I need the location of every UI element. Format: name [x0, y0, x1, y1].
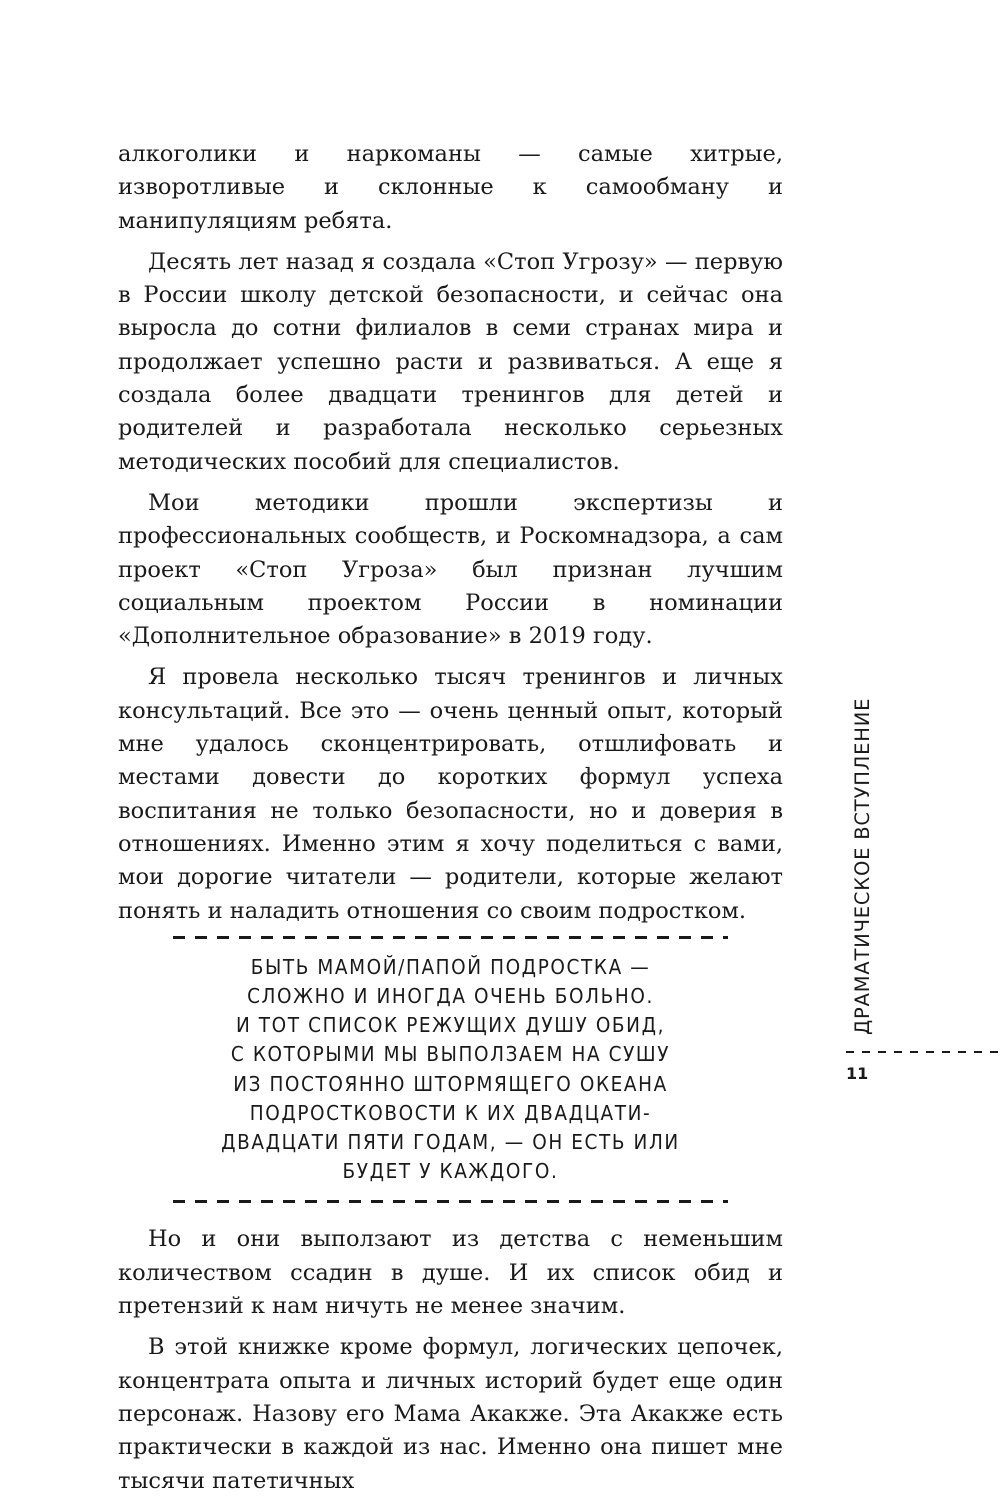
paragraph-2: Десять лет назад я создала «Стоп Угрозу» — первую в России школу детской безопасности, и сейчас она выросла до сотни филиалов в семи странах мира и продолжает успешно расти и развиваться. А еще я создала более двадцати тренингов для детей и родителей и разработала несколько серьезных методических пособий для специалистов.	[118, 248, 783, 475]
paragraph-4: Я провела несколько тысяч тренингов и личных консультаций. Все это — очень ценный опыт, который мне удалось сконцентрировать, отшлифовать и местами довести до коротких формул успеха воспитания не только безопасности, но и доверия в отношениях. Именно этим я хочу поделиться с вами, мои дорогие читатели — родители, которые желают понять и наладить отношения со своим подростком.	[118, 664, 783, 924]
quote-top-divider	[173, 936, 728, 939]
quote-bottom-divider	[173, 1200, 728, 1203]
pull-quote	[118, 936, 783, 1204]
paragraph-1: алкоголики и наркоманы — самые хитрые, изворотливые и склонные к самообману и манипуляциям ребята.	[118, 141, 783, 234]
paragraph-5: Но и они выползают из детства с неменьшим количеством ссадин в душе. И их список обид и претензий к нам ничуть не менее значим.	[118, 1226, 783, 1320]
paragraph-3: Мои методики прошли экспертизы и профессиональных сообществ, и Роскомнадзора, а сам проект «Стоп Угроза» был признан лучшим социальным проектом России в номинации «Дополнительное образование» в 2019 году.	[118, 489, 783, 650]
chapter-side-title-text: ДРАМАТИЧЕСКОЕ ВСТУПЛЕНИЕ	[851, 697, 874, 1035]
page-body	[118, 138, 783, 1506]
chapter-side-title	[845, 665, 880, 1035]
paragraph-6: В этой книжке кроме формул, логических цепочек, концентрата опыта и личных историй будет еще один персонаж. Назову его Мама Акакже. Эта Акакже есть практически в каждой из нас. Именно она пишет мне тысячи патетичных	[118, 1334, 783, 1494]
page-number: 11	[846, 1064, 869, 1083]
side-divider	[846, 1051, 1000, 1053]
quote-text: БЫТЬ МАМОЙ/ПАПОЙ ПОДРОСТКА — СЛОЖНО И ИНОГДА ОЧЕНЬ БОЛЬНО. И ТОТ СПИСОК РЕЖУЩИХ ДУШУ ОБИД, С КОТОРЫМИ МЫ ВЫПОЛЗАЕМ НА СУШУ ИЗ ПОСТОЯННО ШТОРМЯЩЕГО ОКЕАНА ПОДРОСТКОВОСТИ К ИХ ДВАДЦАТИ- ДВАДЦАТИ ПЯТИ ГОДАМ, — ОН ЕСТЬ ИЛИ БУДЕТ У КАЖДОГО.	[221, 954, 680, 1184]
